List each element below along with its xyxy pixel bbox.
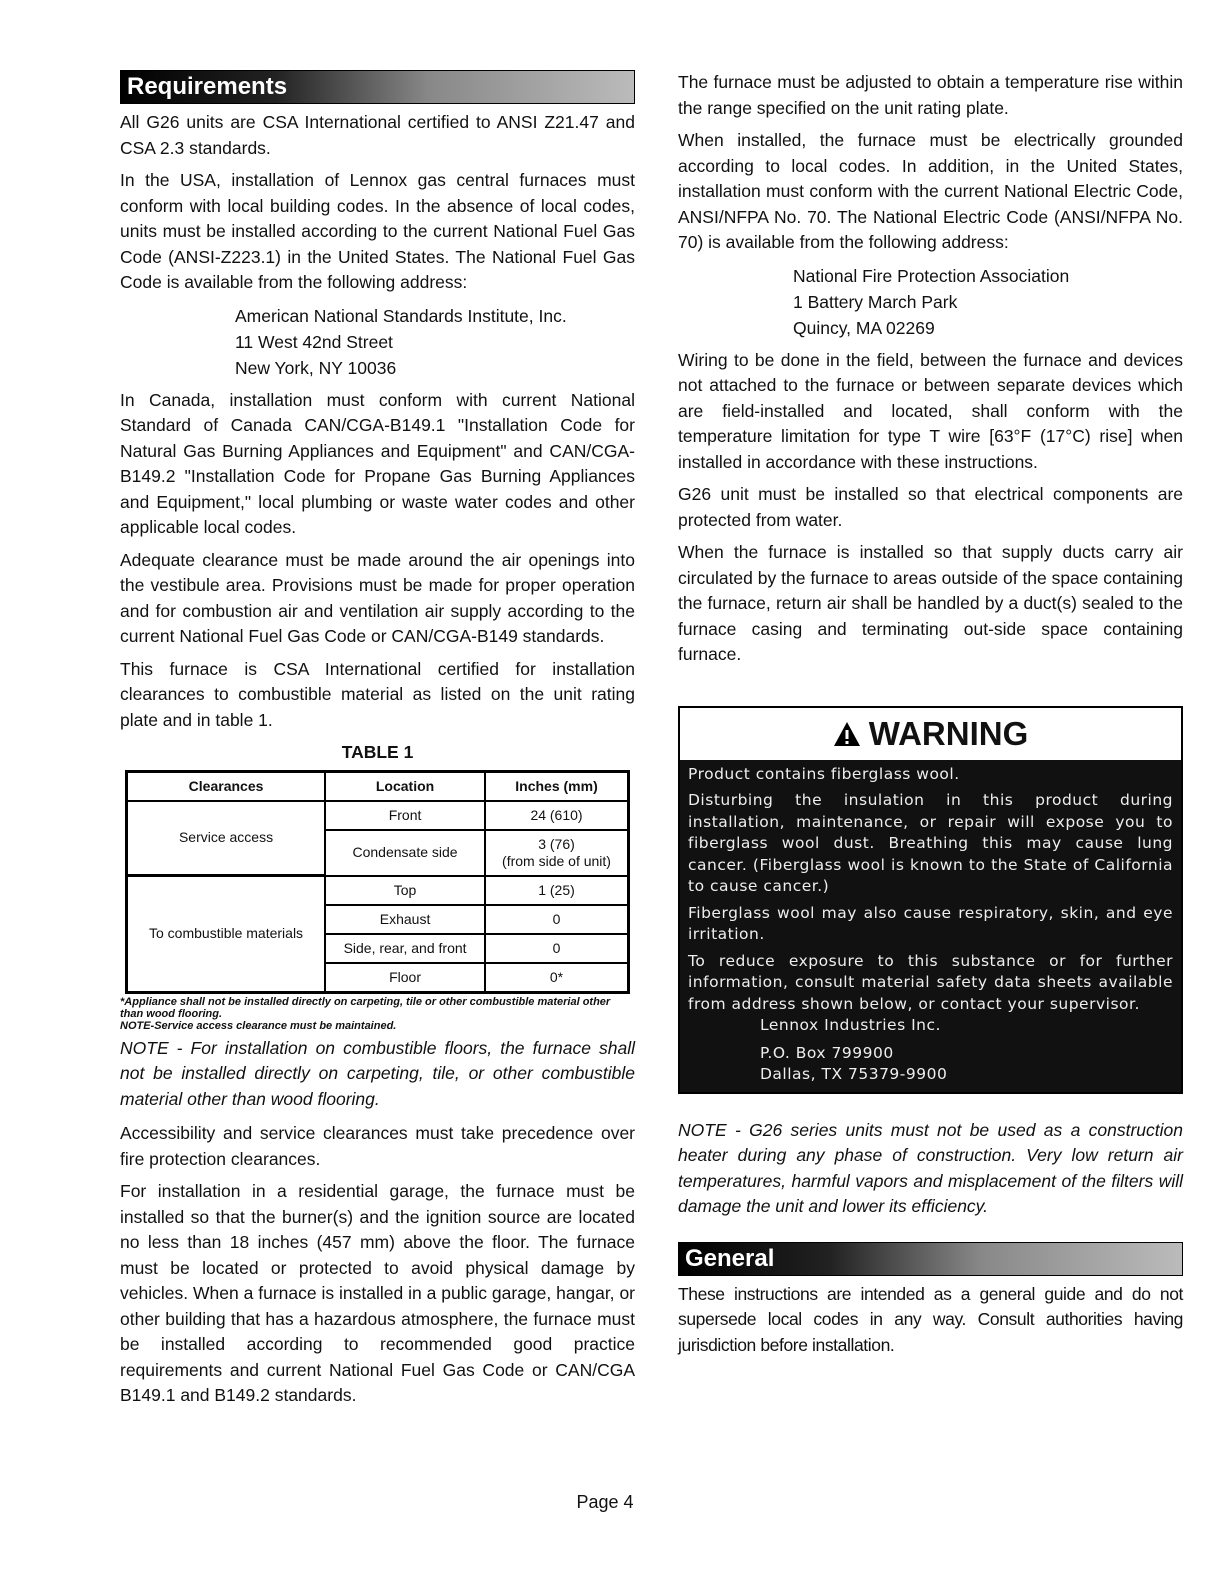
table-row [127,876,629,905]
section-heading-general: General [678,1242,1183,1276]
warning-title-text: WARNING [868,714,1029,752]
group-cell: To combustible materials [127,876,326,993]
column-header: Clearances [127,771,326,801]
address-line: American National Standards Institute, Inc. [235,305,567,326]
address-line: National Fire Protection Association [793,265,1070,286]
warning-paragraph: Fiberglass wool may also cause respiratory, skin, and eye irritation. [688,903,1173,943]
paragraph: These instructions are intended as a general guide and do not supersede local codes in any way. Consult authorities having jurisdiction before installation. [678,1283,1183,1355]
warning-paragraph: To reduce exposure to this substance or for further information, consult material safety data sheets available from address shown below, or contact your supervisor. [688,951,1173,1013]
right-column [678,70,1183,1365]
lennox-address [760,1015,1173,1086]
table-footnote: NOTE-Service access clearance must be maintained. [120,1019,397,1032]
table-footnote: *Appliance shall not be installed directly on carpeting, tile or other combustible material other than wood flooring. [120,995,611,1020]
value-cell: 0 [485,934,628,963]
address-line: New York, NY 10036 [235,357,397,378]
location-cell: Side, rear, and front [325,934,485,963]
address-line: P.O. Box 799900 [760,1043,894,1062]
address-line: Dallas, TX 75379-9900 [760,1065,948,1083]
table-row [127,801,629,830]
table-header-row [127,771,629,801]
column-header: Location [325,771,485,801]
location-cell: Front [325,801,485,830]
value-text: 3 (76) [538,835,575,852]
paragraph: G26 unit must be installed so that electrical components are protected from water. [678,484,1183,530]
paragraph: When the furnace is installed so that supply ducts carry air circulated by the furnace to areas outside of the space containing the furnace, return air shall be handled by a duct(s) sealed to the furnace casing and terminating out-side space containing furnace. [678,542,1183,664]
paragraph: In Canada, installation must conform with current National Standard of Canada CAN/CGA-B149.1 "Installation Code for Natural Gas Burning Appliances and Equipment" and CAN/CGA-B149.2 "Installation Code for Propane Gas Burning Appliances and Equipment," local plumbing or waste water codes and other applicable local codes. [120,389,635,537]
warning-title [680,708,1181,760]
note: NOTE - G26 series units must not be used as a construction heater during any phase of construction. Very low return air temperatures, harmful vapors and misplacement of the filters will damage the unit and lower its efficiency. [678,1119,1183,1216]
paragraph: In the USA, installation of Lennox gas central furnaces must conform with local building codes. In the absence of local codes, units must be installed according to the current National Fuel Gas Code (ANSI-Z223.1) in the United States. The National Fuel Gas Code is available from the following address: [120,170,635,292]
column-header: Inches (mm) [485,771,628,801]
paragraph: This furnace is CSA International certified for installation clearances to combustible material as listed on the unit rating plate and in table 1. [120,658,635,730]
group-cell: Service access [127,801,326,876]
value-cell: 24 (610) [485,801,628,830]
paragraph: Wiring to be done in the field, between the furnace and devices not attached to the furnace or between separate devices which are field-installed and located, shall conform with the temperature limitation for type T wire [63°F (17°C) rise] when installed in accordance with these instructions. [678,349,1183,472]
location-cell: Floor [325,963,485,993]
address-line: 11 West 42nd Street [235,331,393,352]
location-cell: Condensate side [325,830,485,876]
clearance-table [125,770,630,994]
paragraph: All G26 units are CSA International certified to ANSI Z21.47 and CSA 2.3 standards. [120,112,635,158]
location-cell: Top [325,876,485,905]
table-caption: TABLE 1 [341,742,414,762]
paragraph: Accessibility and service clearances must take precedence over fire protection clearances. [120,1123,635,1169]
warning-paragraph: Product contains fiberglass wool. [688,764,960,783]
paragraph: When installed, the furnace must be electrically grounded according to local codes. In addition, in the United States, installation must conform with the current National Electric Code, ANSI/NFPA No. 70. The National Electric Code (ANSI/NFPA No. 70) is available from the following address: [678,130,1183,252]
address-line: Quincy, MA 02269 [793,317,935,338]
warning-box [678,706,1183,1094]
location-cell: Exhaust [325,905,485,934]
nfpa-address [793,263,1183,341]
warning-paragraph: Disturbing the insulation in this product during installation, maintenance, or repair will expose you to fiberglass wool dust. Breathing this may cause lung cancer. (Fiberglass wool is known to the State of California to cause cancer.) [688,791,1173,895]
note: NOTE - For installation on combustible floors, the furnace shall not be installed directly on carpeting, tile, or other combustible material other than wood flooring. [120,1037,635,1109]
left-column [120,70,635,1416]
paragraph: For installation in a residential garage, the furnace must be installed so that the burner(s) and the ignition source are located no less than 18 inches (457 mm) above the floor. The furnace must be located or protected to avoid physical damage by vehicles. When a furnace is installed in a public garage, hangar, or other building that has a hazardous atmosphere, the furnace must be installed according to recommended good practice requirements and current National Fuel Gas Code or CAN/CGA B149.1 and B149.2 standards. [120,1181,635,1405]
ansi-address [235,303,635,381]
value-cell: 0* [485,963,628,993]
value-cell: 1 (25) [485,876,628,905]
value-cell [485,830,628,876]
paragraph: The furnace must be adjusted to obtain a temperature rise within the range specified on the unit rating plate. [678,72,1183,118]
address-line: Lennox Industries Inc. [760,1016,941,1034]
section-heading-requirements: Requirements [120,70,635,104]
paragraph: Adequate clearance must be made around the air openings into the vestibule area. Provisions must be made for proper operation and for combustion air and ventilation air supply according to the current National Fuel Gas Code or CAN/CGA-B149 standards. [120,549,635,646]
value-cell: 0 [485,905,628,934]
warning-triangle-icon [833,721,861,747]
page-number: Page 4 [576,1492,634,1512]
value-subtext: (from side of unit) [502,852,611,869]
address-line: 1 Battery March Park [793,291,958,312]
warning-body [680,760,1181,1092]
